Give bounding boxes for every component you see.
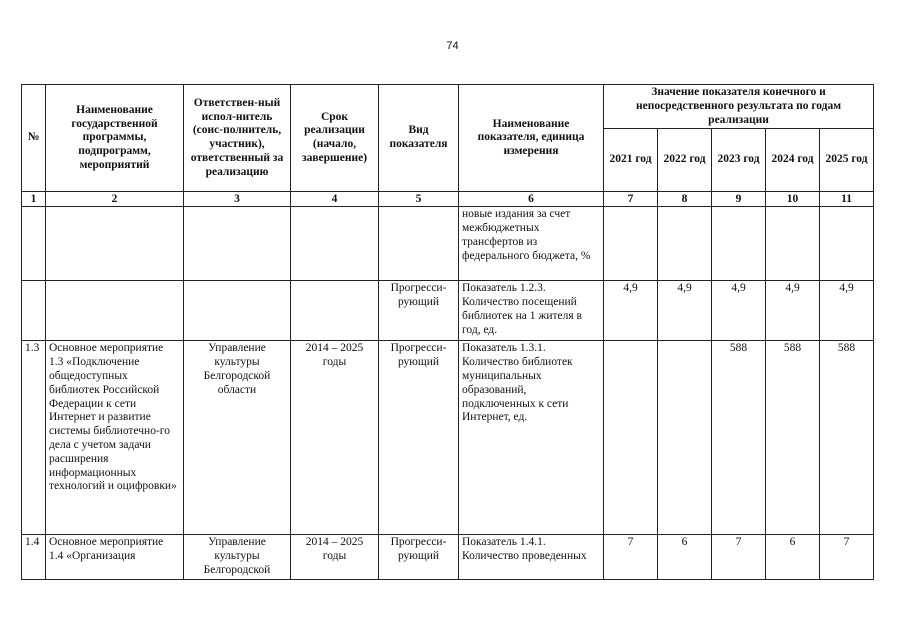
row-value-2021: 4,9 bbox=[604, 281, 658, 341]
row-value-2022 bbox=[658, 207, 712, 281]
header-year: 2021 год bbox=[604, 129, 658, 192]
row-value-2025: 7 bbox=[820, 535, 874, 579]
row-value-2024: 4,9 bbox=[766, 281, 820, 341]
table-row bbox=[22, 281, 874, 341]
indicators-table bbox=[21, 84, 874, 580]
column-number: 7 bbox=[604, 192, 658, 207]
column-number: 2 bbox=[46, 192, 184, 207]
row-program-name bbox=[46, 281, 184, 341]
row-indicator-type: Прогресси-рующий bbox=[379, 535, 459, 579]
table-row bbox=[22, 535, 874, 579]
row-indicator-type: Прогресси-рующий bbox=[379, 341, 459, 535]
row-program-name: Основное мероприятие 1.4 «Организация bbox=[46, 535, 184, 579]
row-executor bbox=[184, 281, 291, 341]
row-indicator-name: Показатель 1.3.1. Количество библиотек муниципальных образований, подключенных к сети Интернет, ед. bbox=[459, 341, 604, 535]
header-indicator-type: Вид показателя bbox=[379, 85, 459, 192]
row-value-2021: 7 bbox=[604, 535, 658, 579]
row-number: 1.4 bbox=[22, 535, 46, 579]
column-number: 1 bbox=[22, 192, 46, 207]
row-indicator-type: Прогресси-рующий bbox=[379, 281, 459, 341]
row-value-2024: 6 bbox=[766, 535, 820, 579]
table-row bbox=[22, 341, 874, 535]
row-program-name bbox=[46, 207, 184, 281]
row-value-2024: 588 bbox=[766, 341, 820, 535]
row-number: 1.3 bbox=[22, 341, 46, 535]
header-year: 2022 год bbox=[658, 129, 712, 192]
row-value-2022 bbox=[658, 341, 712, 535]
row-value-2023: 7 bbox=[712, 535, 766, 579]
header-indicator-name: Наименование показателя, единица измерения bbox=[459, 85, 604, 192]
header-executor: Ответствен-ный испол-нитель (соис-полнитель, участник), ответственный за реализацию bbox=[184, 85, 291, 192]
column-number: 4 bbox=[291, 192, 379, 207]
row-program-name: Основное мероприятие 1.3 «Подключение общедоступных библиотек Российской Федерации к сети Интернет и развитие системы библиотечно-го дела с учетом задачи расширения информационных технологий и оцифровки» bbox=[46, 341, 184, 535]
header-year: 2024 год bbox=[766, 129, 820, 192]
header-term: Срок реализации (начало, завершение) bbox=[291, 85, 379, 192]
column-number: 11 bbox=[820, 192, 874, 207]
row-indicator-name: Показатель 1.2.3. Количество посещений библиотек на 1 жителя в год, ед. bbox=[459, 281, 604, 341]
row-number bbox=[22, 281, 46, 341]
row-number bbox=[22, 207, 46, 281]
row-value-2023: 588 bbox=[712, 341, 766, 535]
header-values-group: Значение показателя конечного и непосредственного результата по годам реализации bbox=[604, 85, 874, 129]
row-term bbox=[291, 281, 379, 341]
row-indicator-type bbox=[379, 207, 459, 281]
column-numbers-row bbox=[22, 192, 874, 207]
row-executor: Управление культуры Белгородской области bbox=[184, 341, 291, 535]
column-number: 9 bbox=[712, 192, 766, 207]
row-value-2024 bbox=[766, 207, 820, 281]
column-number: 8 bbox=[658, 192, 712, 207]
row-value-2025: 588 bbox=[820, 341, 874, 535]
row-term bbox=[291, 207, 379, 281]
row-value-2023: 4,9 bbox=[712, 281, 766, 341]
row-value-2021 bbox=[604, 341, 658, 535]
row-value-2023 bbox=[712, 207, 766, 281]
row-value-2022: 6 bbox=[658, 535, 712, 579]
row-value-2022: 4,9 bbox=[658, 281, 712, 341]
header-program-name: Наименование государственной программы, подпрограмм, мероприятий bbox=[46, 85, 184, 192]
row-executor bbox=[184, 207, 291, 281]
header-year: 2025 год bbox=[820, 129, 874, 192]
page-number: 74 bbox=[446, 40, 459, 52]
row-term: 2014 – 2025 годы bbox=[291, 341, 379, 535]
row-value-2025: 4,9 bbox=[820, 281, 874, 341]
row-executor: Управление культуры Белгородской bbox=[184, 535, 291, 579]
column-number: 10 bbox=[766, 192, 820, 207]
row-value-2021 bbox=[604, 207, 658, 281]
row-term: 2014 – 2025 годы bbox=[291, 535, 379, 579]
row-value-2025 bbox=[820, 207, 874, 281]
row-indicator-name: новые издания за счет межбюджетных трансфертов из федерального бюджета, % bbox=[459, 207, 604, 281]
table-row bbox=[22, 207, 874, 281]
header-number: № bbox=[22, 85, 46, 192]
column-number: 5 bbox=[379, 192, 459, 207]
column-number: 3 bbox=[184, 192, 291, 207]
header-year: 2023 год bbox=[712, 129, 766, 192]
row-indicator-name: Показатель 1.4.1. Количество проведенных bbox=[459, 535, 604, 579]
column-number: 6 bbox=[459, 192, 604, 207]
